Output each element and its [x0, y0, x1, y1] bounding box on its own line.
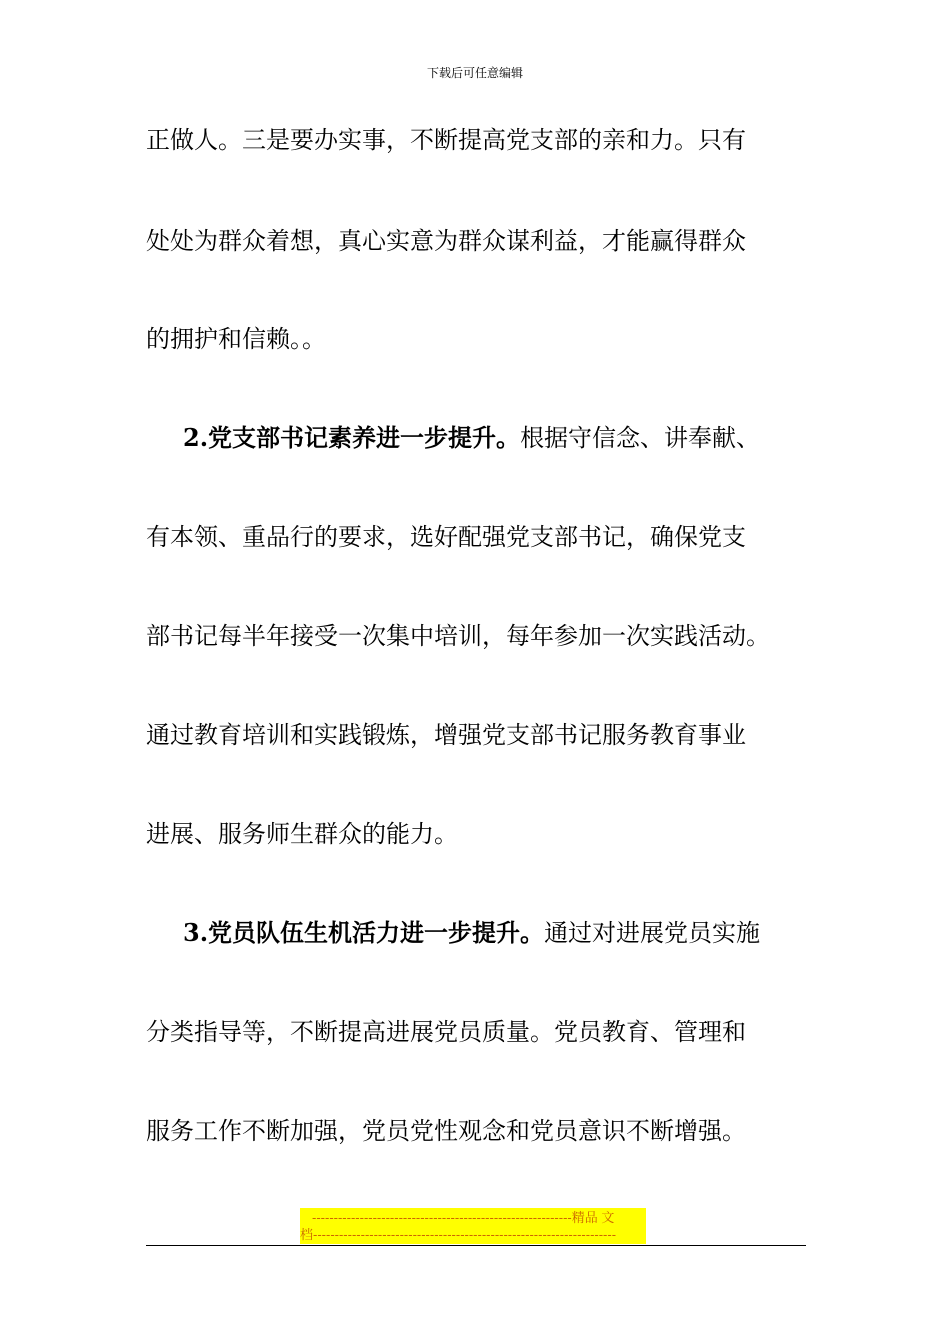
footer-rule: [146, 1245, 806, 1246]
body-line-6: 部书记每半年接受一次集中培训，每年参加一次实践活动。: [146, 622, 770, 650]
footer-line-1: ------------------------------------------------------------精品 文: [312, 1210, 615, 1225]
section-2-line: [183, 422, 760, 454]
body-line-2: 处处为群众着想，真心实意为群众谋利益，才能赢得群众: [146, 227, 746, 255]
footer-line-2: 档----------------------------------------------------------------------: [300, 1227, 617, 1242]
body-line-5: 有本领、重品行的要求，选好配强党支部书记，确保党支: [146, 523, 746, 551]
body-line-11: 服务工作不断加强，党员党性观念和党员意识不断增强。: [146, 1117, 746, 1145]
body-line-3: 的拥护和信赖。。: [146, 325, 326, 353]
section-2-text: 根据守信念、讲奉献、: [520, 424, 761, 452]
section-3-text: 通过对进展党员实施: [544, 919, 761, 947]
section-3-heading: 3.党员队伍生机活力进一步提升。: [183, 918, 545, 947]
body-line-7: 通过教育培训和实践锻炼，增强党支部书记服务教育事业: [146, 721, 746, 749]
body-line-10: 分类指导等，不断提高进展党员质量。党员教育、管理和: [146, 1018, 746, 1046]
body-line-1: 正做人。三是要办实事，不断提高党支部的亲和力。只有: [146, 126, 746, 154]
page-header: 下载后可任意编辑: [426, 66, 523, 80]
section-2-heading: 2.党支部书记素养进一步提升。: [183, 423, 521, 452]
section-3-line: [183, 917, 760, 949]
body-line-8: 进展、服务师生群众的能力。: [146, 820, 458, 848]
